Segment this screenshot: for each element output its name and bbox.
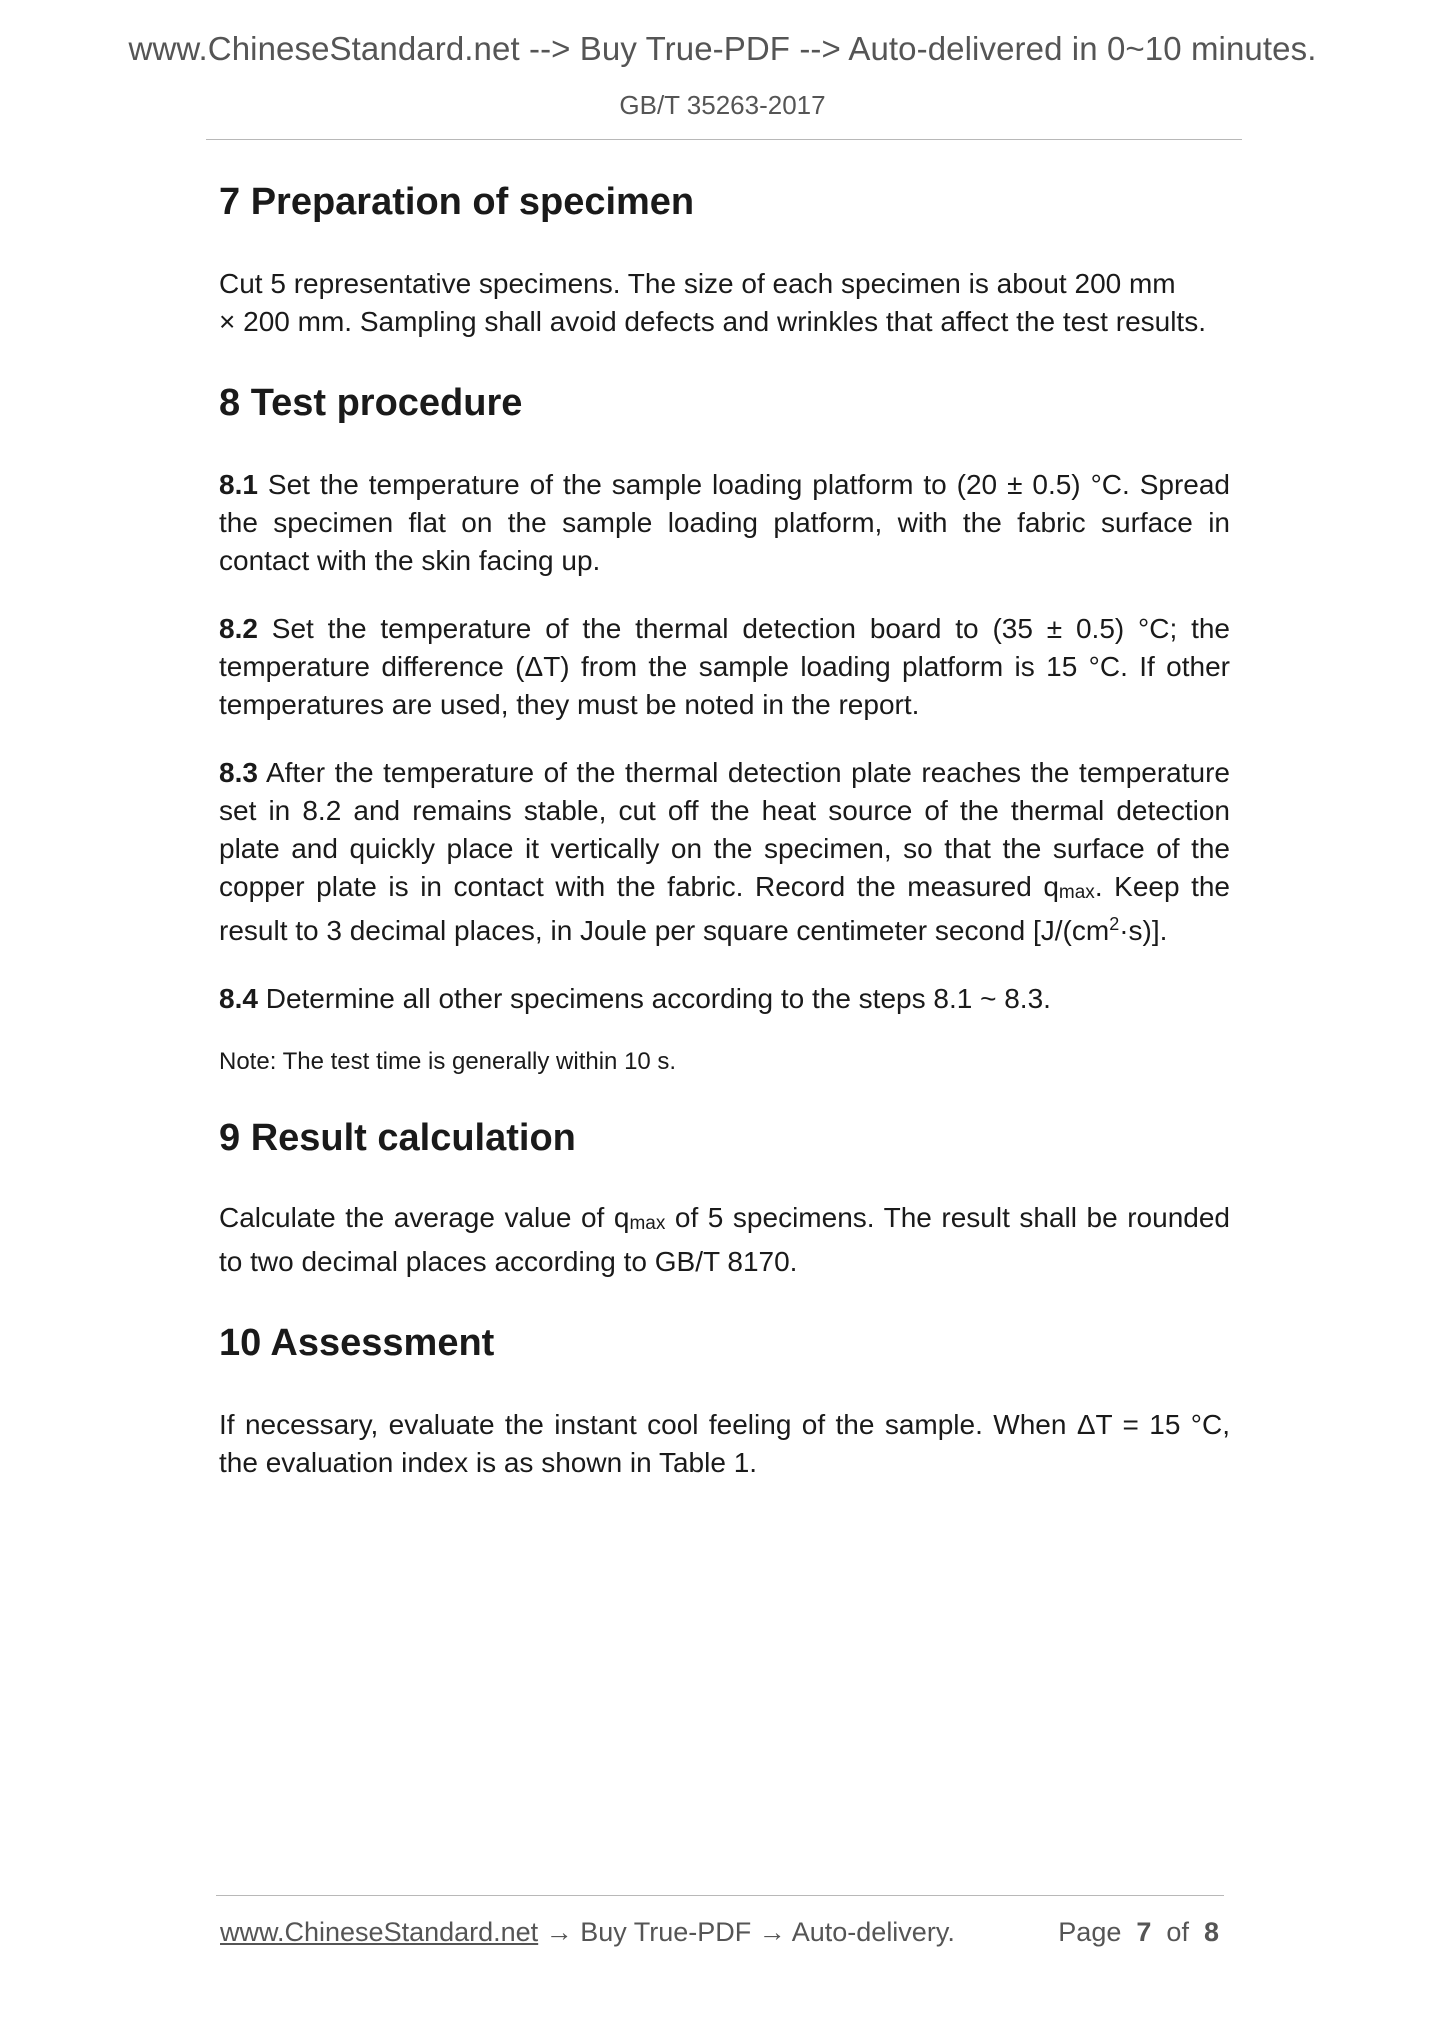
step-text: Set the temperature of the sample loading platform to (20 ± 0.5) °C. Spread the specimen flat on the sample loading platform, with the fabric surface in contact with the skin facing up. — [219, 468, 1231, 576]
section-8-title: 8 Test procedure — [219, 382, 523, 425]
q-subscript: max — [629, 1213, 666, 1235]
step-8-2 — [219, 610, 1230, 724]
footer-tagline: → Buy True-PDF → Auto-delivery. — [538, 1917, 955, 1947]
q-subscript: max — [1058, 881, 1095, 903]
step-text: After the temperature of the thermal detection plate reaches the temperature set in 8.2 and remains stable, cut off the heat source of the thermal detection plate and quickly place it vertically on the specimen, so that the surface of the copper plate is in contact with the fabric. Record the measured — [219, 756, 1231, 902]
footer-site-link[interactable]: www.ChineseStandard.net — [220, 1917, 539, 1947]
step-8-3 — [219, 754, 1230, 950]
step-8-1 — [219, 466, 1230, 580]
footer-left — [220, 1917, 955, 1948]
page-current: 7 — [1136, 1917, 1152, 1947]
section-7-line-2: × 200 mm. Sampling shall avoid defects and wrinkles that affect the test results. — [219, 306, 1206, 338]
step-text-end: ·s)]. — [1119, 914, 1168, 946]
section-9-text-cont: of 5 specimens. The result shall be rounded to two decimal places according to GB/T 8170. — [219, 1202, 1230, 1278]
q-symbol: q — [613, 1202, 630, 1234]
section-9-title: 9 Result calculation — [219, 1116, 576, 1159]
step-number: 8.1 — [219, 468, 258, 500]
section-7-title: 7 Preparation of specimen — [219, 181, 695, 223]
q-symbol: q — [1043, 870, 1059, 902]
section-10-title: 10 Assessment — [219, 1322, 495, 1365]
superscript: 2 — [1109, 913, 1120, 934]
page-of: of — [1166, 1917, 1189, 1947]
step-number: 8.2 — [219, 612, 258, 644]
step-text: Set the temperature of the thermal detection board to (35 ± 0.5) °C; the temperature difference (ΔT) from the sample loading platform is 15 °C. If other temperatures are used, they must be noted in the report. — [219, 612, 1231, 720]
step-number: 8.3 — [219, 756, 258, 788]
section-9-paragraph — [219, 1199, 1230, 1281]
page-label: Page — [1058, 1917, 1122, 1947]
site-banner: www.ChineseStandard.net --> Buy True-PDF --> Auto-delivered in 0~10 minutes. — [128, 30, 1317, 67]
note: Note: The test time is generally within 10 s. — [219, 1047, 677, 1075]
step-number: 8.4 — [219, 982, 258, 1014]
step-text-cont: . Keep the result to 3 decimal places, in Joule per square centimeter second [J/(cm — [219, 870, 1231, 946]
header-divider — [206, 139, 1242, 140]
section-10-paragraph: If necessary, evaluate the instant cool feeling of the sample. When ΔT = 15 °C, the evaluation index is as shown in Table 1. — [219, 1408, 1230, 1478]
section-7-line-1: Cut 5 representative specimens. The size of each specimen is about 200 mm — [219, 268, 1176, 300]
page-number — [1058, 1917, 1219, 1948]
step-8-4 — [219, 980, 1230, 1018]
document-body — [219, 178, 1230, 1482]
section-7-paragraph — [219, 265, 1230, 341]
footer-divider — [216, 1895, 1224, 1896]
section-9-text: Calculate the average value of — [219, 1202, 614, 1234]
step-text: Determine all other specimens according to the steps 8.1 ~ 8.3. — [265, 982, 1051, 1014]
document-code: GB/T 35263-2017 — [619, 90, 826, 120]
page-total: 8 — [1203, 1917, 1219, 1947]
